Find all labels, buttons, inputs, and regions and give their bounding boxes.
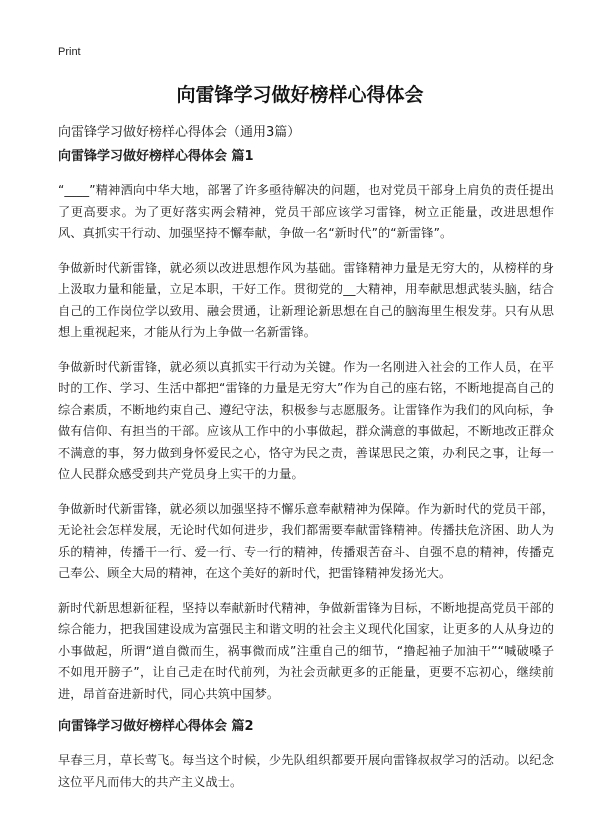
paragraph: 争做新时代新雷锋，就必须以改进思想作风为基础。雷锋精神力量是无穷大的，从榜样的身上汲取力量和能量，立足本职，干好工作。贯彻党的__大精神，用奉献思想武装头脑，结合自己的工作岗位学以致用、融会贯通，让新理论新思想在自己的脑海里生根发芽。只有从思想上重视起来，才能从行为上争做一名新雷锋。: [58, 260, 554, 339]
print-link[interactable]: Print: [58, 46, 81, 58]
paragraph: 新时代新思想新征程，坚持以奉献新时代精神，争做新雷锋为目标，不断地提高党员干部的综合能力，把我国建设成为富强民主和谐文明的社会主义现代化国家，让更多的人从身边的小事做起，所谓“道自微而生，祸事微而成”注重自己的细节，“撸起袖子加油干”“喊破嗓子不如甩开膀子”，让自己走在时代前列，为社会贡献更多的正能量，更要不忘初心，继续前进，昂首奋进新时代，同心共筑中国梦。: [58, 600, 554, 701]
paragraph: 早春三月，草长莺飞。每当这个时候，少先队组织都要开展向雷锋叔叔学习的活动。以纪念这位平凡而伟大的共产主义战士。: [58, 753, 554, 789]
page-title: 向雷锋学习做好榜样心得体会: [176, 84, 424, 106]
document-subtitle: 向雷锋学习做好榜样心得体会（通用3篇）: [58, 125, 301, 140]
section-heading-1: 向雷锋学习做好榜样心得体会 篇1: [58, 149, 254, 164]
paragraph: 争做新时代新雷锋，就必须以加强坚持不懈乐意奉献精神为保障。作为新时代的党员干部，无论社会怎样发展，无论时代如何进步，我们都需要奉献雷锋精神。传播扶危济困、助人为乐的精神，传播干一行、爱一行、专一行的精神，传播艰苦奋斗、自强不息的精神，传播克己奉公、顾全大局的精神，在这个美好的新时代，把雷锋精神发扬光大。: [58, 501, 554, 580]
paragraph: 争做新时代新雷锋，就必须以真抓实干行动为关键。作为一名刚进入社会的工作人员，在平时的工作、学习、生活中都把“雷锋的力量是无穷大”作为自己的座右铭，不断地提高自己的综合素质，不断地约束自己、遵纪守法，积极参与志愿服务。让雷锋作为我们的风向标，争做有信仰、有担当的干部。应该从工作中的小事做起，群众满意的事做起，不断地改正群众不满意的事，努力做到身怀爱民之心，恪守为民之责，善谋思民之策，办利民之事，让每一位人民群众感受到共产党员身上实干的力量。: [58, 359, 554, 481]
document-body: [58, 148, 554, 806]
section-heading-2: 向雷锋学习做好榜样心得体会 篇2: [58, 719, 254, 734]
paragraph: “____”精神洒向中华大地，部署了许多亟待解决的问题，也对党员干部身上肩负的责任提出了更高要求。为了更好落实两会精神，党员干部应该学习雷锋，树立正能量，改进思想作风、真抓实干行动、加强坚持不懈奉献，争做一名“新时代”的“新雷锋”。: [58, 183, 554, 240]
